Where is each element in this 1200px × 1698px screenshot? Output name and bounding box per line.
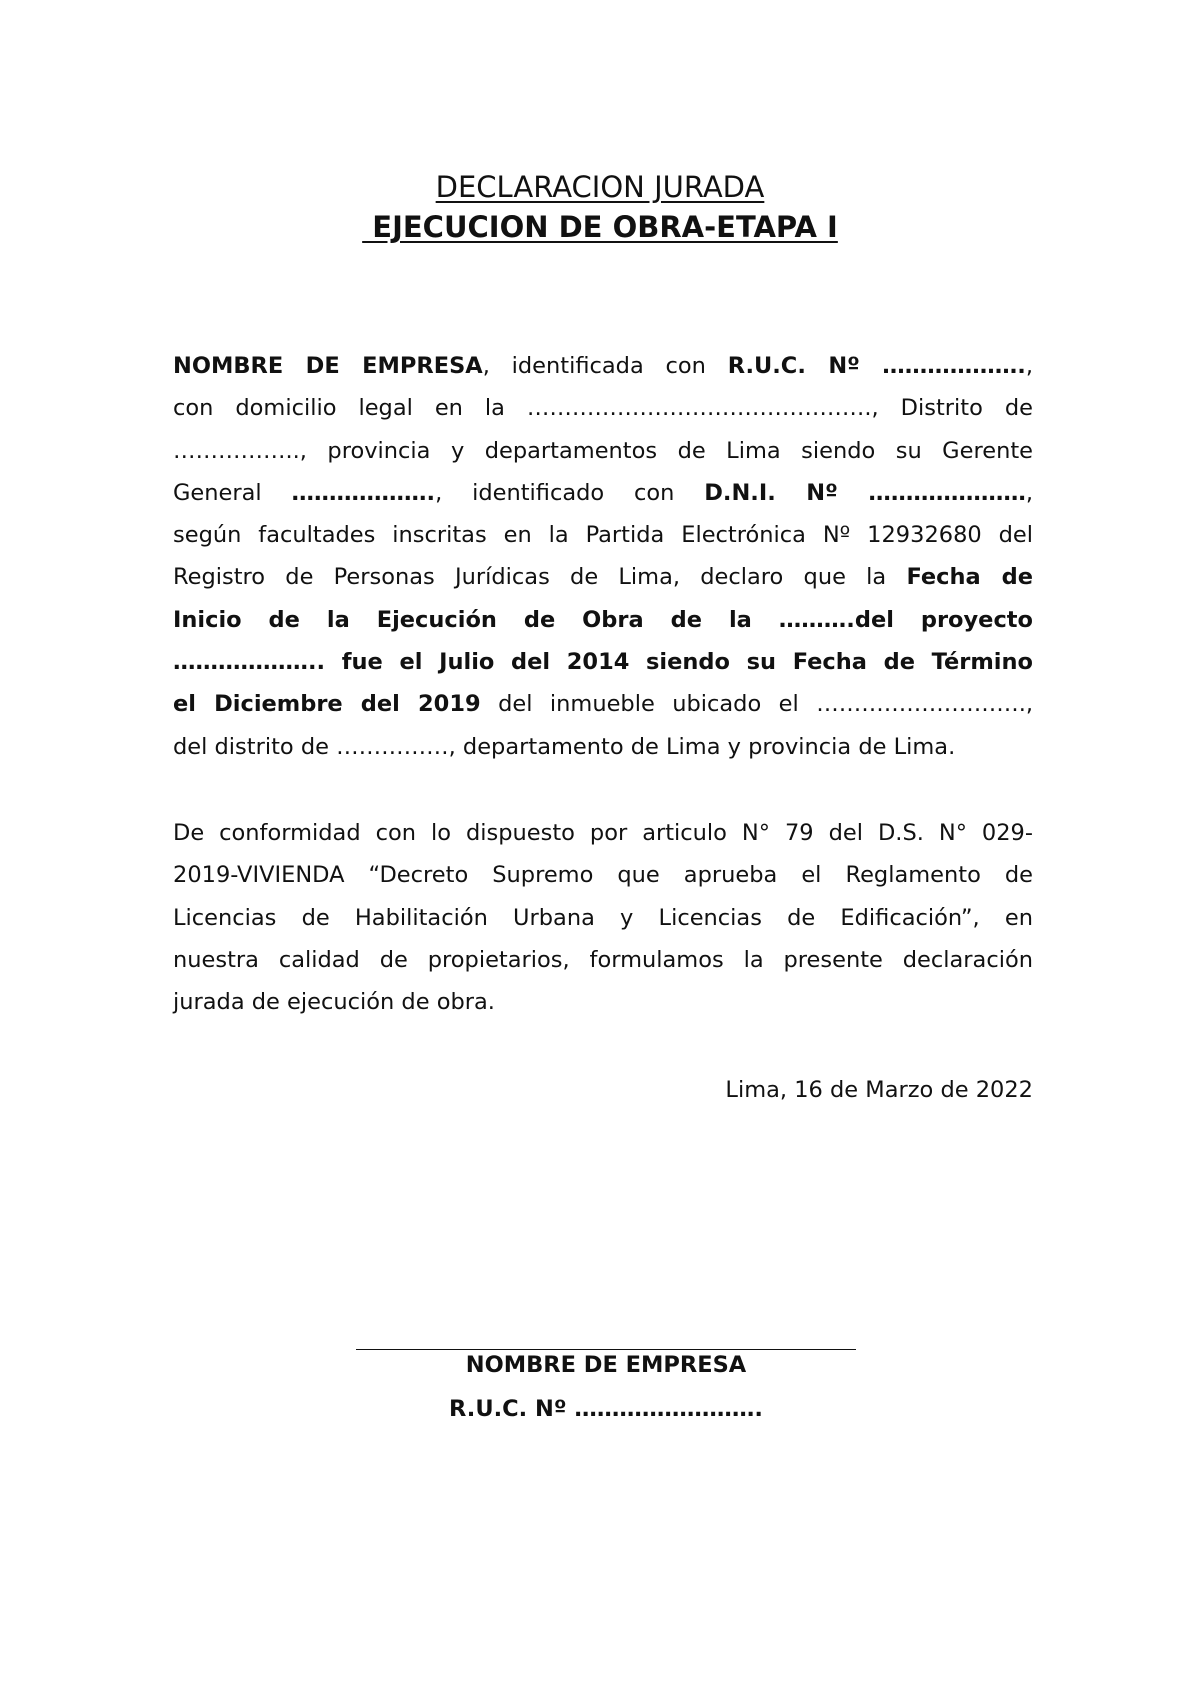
signature-ruc: R.U.C. Nº ……………………. <box>449 1396 763 1422</box>
paragraph-line: nuestra calidad de propietarios, formulamos la presente declaración <box>173 946 1033 973</box>
paragraph-line: 2019-VIVIENDA “Decreto Supremo que aprueba el Reglamento de <box>173 862 1033 889</box>
document-title: DECLARACION JURADA <box>435 170 765 204</box>
paragraph-line: Inicio de la Ejecución de Obra de la ……….del proyecto <box>173 606 1033 633</box>
paragraph-line: …………….., provincia y departamentos de Lima siendo su Gerente <box>173 437 1033 464</box>
place-and-date: Lima, 16 de Marzo de 2022 <box>725 1077 1033 1103</box>
paragraph-line: NOMBRE DE EMPRESA, identificada con R.U.C. Nº ………………., <box>173 353 1033 379</box>
signature-company-name: NOMBRE DE EMPRESA <box>465 1352 747 1378</box>
company-name: NOMBRE DE EMPRESA <box>173 353 483 379</box>
paragraph-line: el Diciembre del 2019 del inmueble ubicado el ………………………., <box>173 691 1034 718</box>
paragraph-line: jurada de ejecución de obra. <box>173 989 495 1016</box>
paragraph-line: según facultades inscritas en la Partida Electrónica Nº 12932680 del <box>173 522 1033 549</box>
paragraph-line: con domicilio legal en la ………………………………………., Distrito de <box>173 395 1033 422</box>
document-subtitle: EJECUCION DE OBRA-ETAPA I <box>362 210 838 244</box>
paragraph-line: ……………….. fue el Julio del 2014 siendo su Fecha de Término <box>173 649 1033 676</box>
paragraph-line: Registro de Personas Jurídicas de Lima, declaro que la Fecha de <box>173 564 1033 591</box>
signature-line <box>356 1349 856 1350</box>
paragraph-line: del distrito de ……………, departamento de Lima y provincia de Lima. <box>173 733 956 760</box>
paragraph-line: General ………………., identificado con D.N.I. Nº …………………, <box>173 479 1033 506</box>
declaration-paragraph <box>173 345 1033 768</box>
dni-number: D.N.I. Nº ………………… <box>704 479 1026 506</box>
paragraph-line: De conformidad con lo dispuesto por articulo N° 79 del D.S. N° 029- <box>173 820 1033 846</box>
legal-basis-paragraph <box>173 812 1033 1023</box>
manager-name: ………………. <box>291 479 436 506</box>
ruc-number: R.U.C. Nº ………………. <box>727 353 1026 379</box>
paragraph-line: Licencias de Habilitación Urbana y Licencias de Edificación”, en <box>173 904 1033 931</box>
